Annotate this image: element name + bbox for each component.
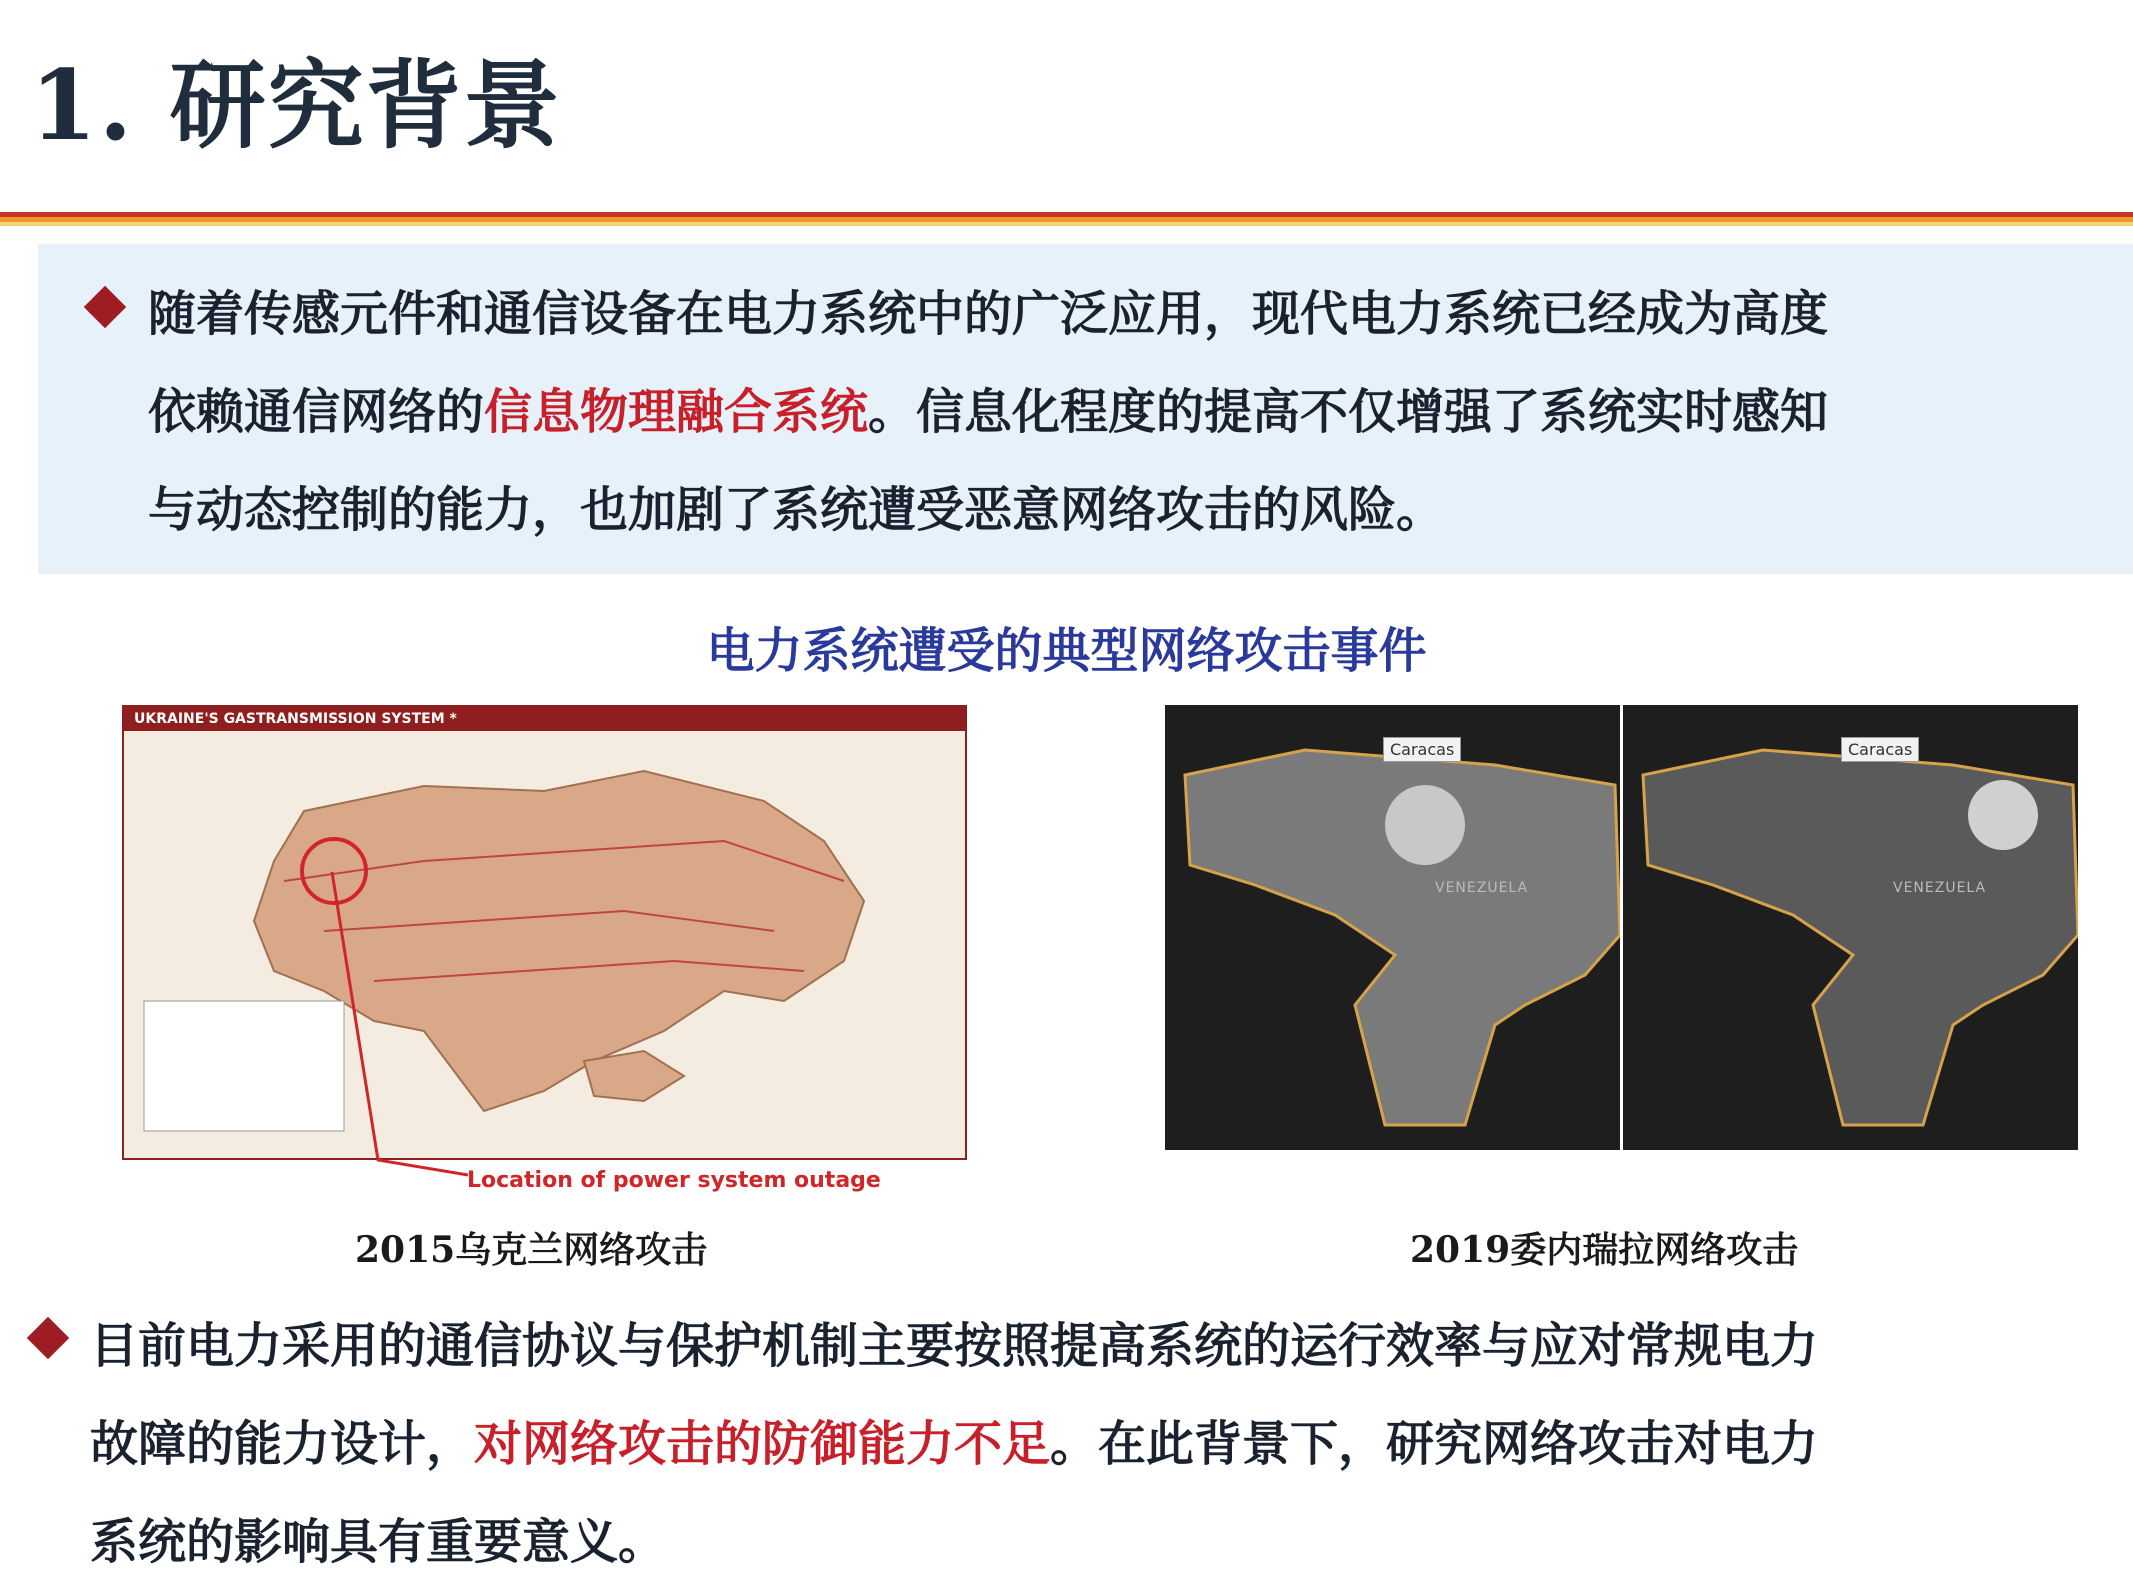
bullet1-line2: 依赖通信网络的信息物理融合系统。信息化程度的提高不仅增强了系统实时感知 [148, 384, 1829, 440]
map-header: UKRAINE'S GASTRANSMISSION SYSTEM * [124, 707, 965, 731]
outage-label: Location of power system outage [467, 1168, 881, 1193]
venezuela-caption: 2019委内瑞拉网络攻击 [1410, 1229, 1799, 1271]
bullet1-line3: 与动态控制的能力，也加剧了系统遭受恶意网络攻击的风险。 [148, 482, 1445, 538]
outage-pointer [330, 870, 480, 1190]
ukraine-map-graphic [124, 731, 967, 1160]
bullet1-line1: 随着传感元件和通信设备在电力系统中的广泛应用，现代电力系统已经成为高度 [148, 286, 1829, 342]
ukraine-gas-map [122, 705, 967, 1160]
bullet2-line1: 目前电力采用的通信协议与保护机制主要按照提高系统的运行效率与应对常规电力 [90, 1318, 1819, 1374]
ukraine-caption: 2015乌克兰网络攻击 [355, 1229, 708, 1271]
bullet-diamond-icon [27, 1317, 69, 1359]
caracas-label: Caracas [1841, 737, 1919, 762]
highlight-cps: 信息物理融合系统 [484, 384, 869, 440]
highlight-defense: 对网络攻击的防御能力不足 [474, 1416, 1051, 1472]
bullet2-line2: 故障的能力设计，对网络攻击的防御能力不足。在此背景下，研究网络攻击对电力 [90, 1416, 1819, 1472]
caracas-label: Caracas [1383, 737, 1461, 762]
slide-title: 1. 研究背景 [30, 49, 562, 162]
venezuela-after-image [1623, 705, 2078, 1150]
title-underline [0, 212, 2133, 226]
venezuela-before-image [1165, 705, 1620, 1150]
figure-title: 电力系统遭受的典型网络攻击事件 [706, 623, 1427, 679]
venezuela-label: VENEZUELA [1435, 880, 1529, 896]
bullet2-line3: 系统的影响具有重要意义。 [90, 1514, 667, 1570]
venezuela-label: VENEZUELA [1893, 880, 1987, 896]
